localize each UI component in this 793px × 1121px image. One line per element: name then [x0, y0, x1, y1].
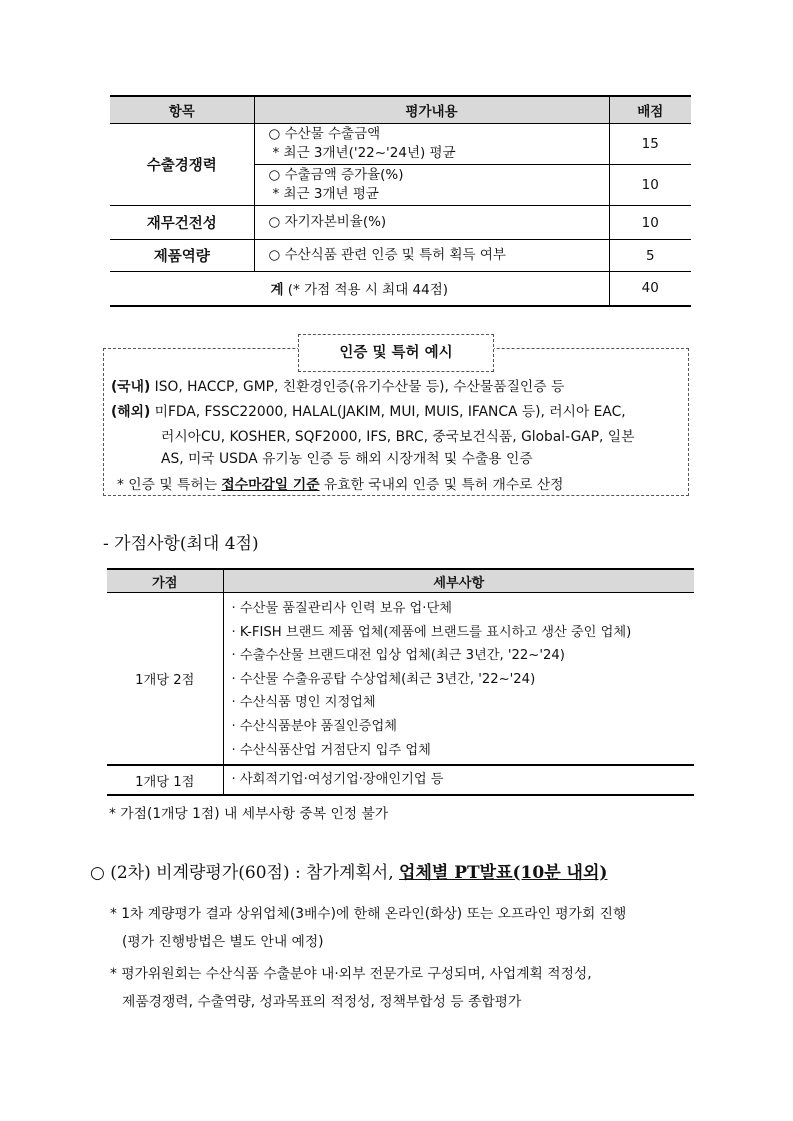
- list-item: · 수산물 품질관리사 인력 보유 업·단체: [231, 601, 452, 616]
- header-details: 세부사항: [223, 569, 694, 593]
- stage2-note1-line2: (평가 진행방법은 별도 안내 예정): [122, 934, 324, 950]
- total-points: 40: [609, 272, 691, 306]
- points-cell: 10: [609, 165, 691, 206]
- desc-product: ○ 수산식품 관련 인증 및 특허 획득 여부: [254, 240, 609, 272]
- cert-note-pre: * 인증 및 특허는: [117, 477, 218, 493]
- list-item: · 수출수산물 브랜드대전 입상 업체(최근 3년간, '22~'24): [231, 648, 565, 664]
- cert-note-emph: 접수마감일 기준: [221, 477, 320, 493]
- points-cell: 5: [609, 240, 691, 272]
- evaluation-table: [110, 95, 691, 307]
- bonus-table: [107, 568, 694, 796]
- total-label-cell: [110, 272, 609, 306]
- table-header-row: [107, 569, 694, 593]
- overseas-tag: (해외): [111, 404, 151, 420]
- list-item: · 수산식품산업 거점단지 입주 업체: [231, 742, 431, 758]
- list-item: · 수산물 수출유공탑 수상업체(최근 3년간, '22~'24): [231, 671, 536, 687]
- list-item: · 수산식품 명인 지정업체: [231, 695, 376, 711]
- category-finance: 재무건전성: [110, 206, 254, 240]
- desc-export-growth: [254, 165, 609, 206]
- bonus-note: * 가점(1개당 1점) 내 세부사항 중복 인정 불가: [109, 806, 389, 822]
- list-item: · K-FISH 브랜드 제품 업체(제품에 브랜드를 표시하고 생산 중인 업체): [231, 624, 632, 640]
- list-item: · 수산식품분야 품질인증업체: [231, 718, 397, 734]
- cert-note: [117, 474, 563, 496]
- bonus-2pt-label: 1개당 2점: [107, 593, 223, 766]
- stage2-heading-text: ○ (2차) 비계량평가(60점) : 참가계획서,: [90, 863, 394, 883]
- stage2-heading: [90, 858, 607, 883]
- bonus-2pt-items: [223, 593, 694, 766]
- total-row: [110, 272, 691, 306]
- table-row: [107, 593, 694, 766]
- stage2-note2-line2: 제품경쟁력, 수출역량, 성과목표의 적정성, 정책부합성 등 종합평가: [122, 994, 522, 1010]
- desc-subline: * 최근 3개년('22~'24년) 평균: [272, 145, 456, 161]
- overseas-text-3: AS, 미국 USDA 유기농 인증 등 해외 시장개척 및 수출용 인증: [161, 451, 533, 467]
- table-row: [110, 124, 691, 165]
- bonus-heading: - 가점사항(최대 4점): [103, 534, 259, 554]
- table-header-row: [110, 96, 691, 124]
- header-content: 평가내용: [254, 96, 609, 124]
- cert-overseas-line: [111, 401, 626, 423]
- header-bonus: 가점: [107, 569, 223, 593]
- cert-note-post: 유효한 국내외 인증 및 특허 개수로 산정: [323, 477, 564, 493]
- overseas-text-2: 러시아CU, KOSHER, SQF2000, IFS, BRC, 중국보건식품, Global-GAP, 일본: [161, 429, 635, 445]
- domestic-tag: (국내): [111, 379, 151, 395]
- bonus-1pt-item: · 사회적기업·여성기업·장애인기업 등: [223, 765, 694, 795]
- total-label: 계: [270, 282, 284, 299]
- header-points: 배점: [609, 96, 691, 124]
- table-row: [110, 240, 691, 272]
- desc-line: ○ 수출금액 증가율(%): [268, 167, 404, 183]
- table-row: [110, 206, 691, 240]
- desc-subline: * 최근 3개년 평균: [272, 186, 379, 202]
- points-cell: 15: [609, 124, 691, 165]
- cert-box-title: 인증 및 특허 예시: [298, 334, 494, 372]
- category-product: 제품역량: [110, 240, 254, 272]
- stage2-note1-line1: * 1차 계량평가 결과 상위업체(3배수)에 한해 온라인(화상) 또는 오프라인 평가회 진행: [110, 906, 627, 922]
- total-note: (* 가점 적용 시 최대 44점): [287, 282, 449, 299]
- stage2-heading-emph: 업체별 PT발표(10분 내외): [399, 863, 608, 883]
- category-export: 수출경쟁력: [110, 124, 254, 206]
- table-row: [107, 765, 694, 795]
- desc-finance: ○ 자기자본비율(%): [254, 206, 609, 240]
- domestic-text: ISO, HACCP, GMP, 친환경인증(유기수산물 등), 수산물품질인증 등: [154, 379, 565, 395]
- desc-export-amount: [254, 124, 609, 165]
- overseas-text-1: 미FDA, FSSC22000, HALAL(JAKIM, MUI, MUIS, IFANCA 등), 러시아 EAC,: [154, 404, 626, 420]
- stage2-note2-line1: * 평가위원회는 수산식품 수출분야 내·외부 전문가로 구성되며, 사업계획 적정성,: [110, 966, 592, 982]
- header-category: 항목: [110, 96, 254, 124]
- points-cell: 10: [609, 206, 691, 240]
- desc-line: ○ 수산물 수출금액: [268, 126, 381, 142]
- cert-domestic-line: [111, 376, 564, 398]
- bonus-1pt-label: 1개당 1점: [107, 765, 223, 795]
